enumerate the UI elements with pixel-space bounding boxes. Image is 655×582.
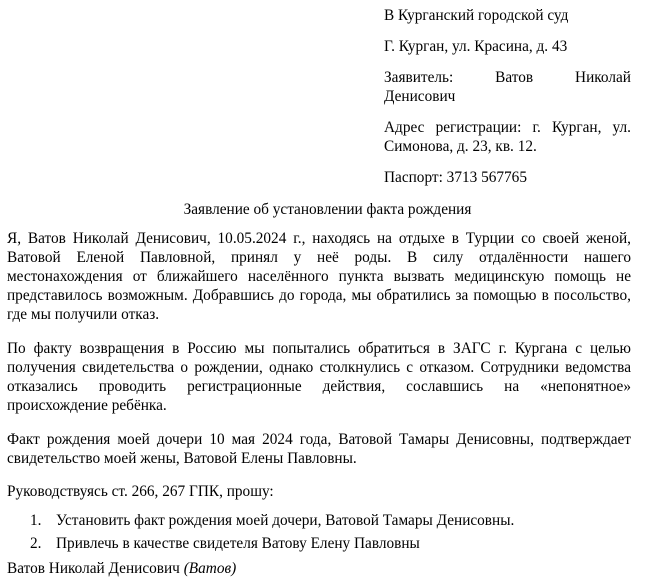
document-title: Заявление об установлении факта рождения bbox=[183, 201, 472, 218]
passport-number: Паспорт: 3713 567765 bbox=[384, 169, 527, 186]
court-address: Г. Курган, ул. Красина, д. 43 bbox=[384, 38, 568, 55]
applicant-first-name: Николай bbox=[575, 69, 631, 86]
paragraph-birth-fact: Факт рождения моей дочери 10 мая 2024 года, Ватовой Тамары Денисовны, подтверждает свидетельство моей жены, Ватовой Елены Павловны. bbox=[7, 431, 631, 467]
list-item bbox=[30, 511, 631, 534]
applicant-label: Заявитель: bbox=[384, 69, 454, 86]
court-name: В Курганский городской суд bbox=[384, 7, 569, 24]
list-item bbox=[30, 534, 631, 557]
request-list bbox=[30, 511, 631, 557]
list-item-text: Привлечь в качестве свидетеля Ватову Елену Павловны bbox=[56, 535, 420, 552]
list-item-number: 1. bbox=[30, 512, 42, 529]
list-item-number: 2. bbox=[30, 535, 42, 552]
paragraph-circumstances: Я, Ватов Николай Денисович, 10.05.2024 г., находясь на отдыхе в Турции со своей женой, Ватовой Еленой Павловной, принял у неё роды. В силу отдалённости нашего местонахождения от ближайшего населённого пункта вызвать медицинскую помощь не представилось возможным. Добравшись до города, мы обратились за помощью в посольство, где мы получили отказ. bbox=[7, 230, 631, 323]
applicant-patronymic: Денисович bbox=[384, 88, 456, 105]
applicant-line bbox=[384, 68, 631, 87]
list-item-text: Установить факт рождения моей дочери, Ватовой Тамары Денисовны. bbox=[56, 512, 515, 529]
paragraph-registry-refusal: По факту возвращения в Россию мы попытались обратиться в ЗАГС г. Кургана с целью получения свидетельства о рождении, однако столкнулись с отказом. Сотрудники ведомства отказались проводить регистрационные действия, сославшись на «непонятное» происхождение ребёнка. bbox=[7, 340, 631, 414]
registration-address-line2: Симонова, д. 23, кв. 12. bbox=[384, 138, 537, 155]
signature-block bbox=[7, 559, 236, 578]
handwritten-signature: (Ватов) bbox=[183, 560, 237, 577]
paragraph-request-intro: Руководствуясь ст. 266, 267 ГПК, прошу: bbox=[7, 483, 274, 500]
registration-address-line1: Адрес регистрации: г. Курган, ул. bbox=[384, 119, 631, 136]
signatory-name: Ватов Николай Денисович bbox=[7, 560, 180, 577]
applicant-surname: Ватов bbox=[495, 69, 534, 86]
